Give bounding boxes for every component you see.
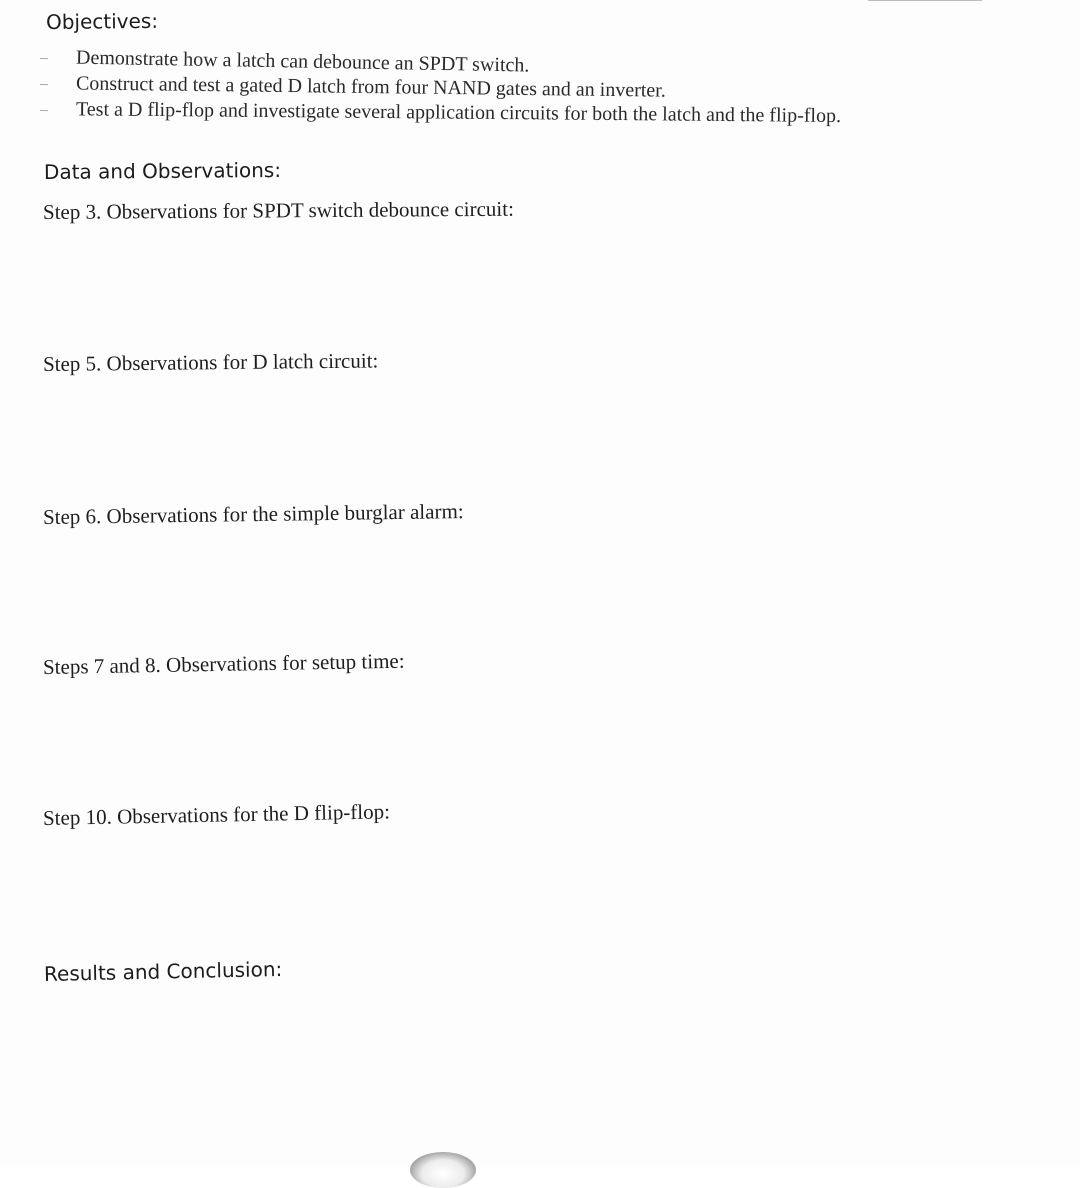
objective-text: Test a D flip-flop and investigate several application circuits for both the latch and the flip-flop.: [75, 98, 842, 127]
objectives-heading: Objectives:: [45, 8, 159, 34]
objective-text: Demonstrate how a latch can debounce an SPDT switch.: [75, 46, 530, 77]
objective-text: Construct and test a gated D latch from four NAND gates and an inverter.: [75, 72, 666, 102]
top-edge-line: [868, 0, 982, 1]
step-5-label: Step 5. Observations for D latch circuit:: [42, 348, 379, 376]
objectives-list: [40, 46, 1000, 127]
step-3-label: Step 3. Observations for SPDT switch debounce circuit:: [42, 196, 514, 224]
bullet-dash-icon: [40, 110, 48, 111]
step-6-label: Step 6. Observations for the simple burglar alarm:: [42, 499, 464, 529]
binder-hole-icon: [410, 1152, 476, 1188]
bullet-dash-icon: [40, 58, 48, 59]
results-conclusion-heading: Results and Conclusion:: [43, 957, 283, 986]
steps-7-8-label: Steps 7 and 8. Observations for setup time:: [42, 648, 405, 679]
data-observations-heading: Data and Observations:: [43, 157, 282, 184]
bullet-dash-icon: [40, 84, 48, 85]
step-10-label: Step 10. Observations for the D flip-flop:: [42, 799, 391, 830]
